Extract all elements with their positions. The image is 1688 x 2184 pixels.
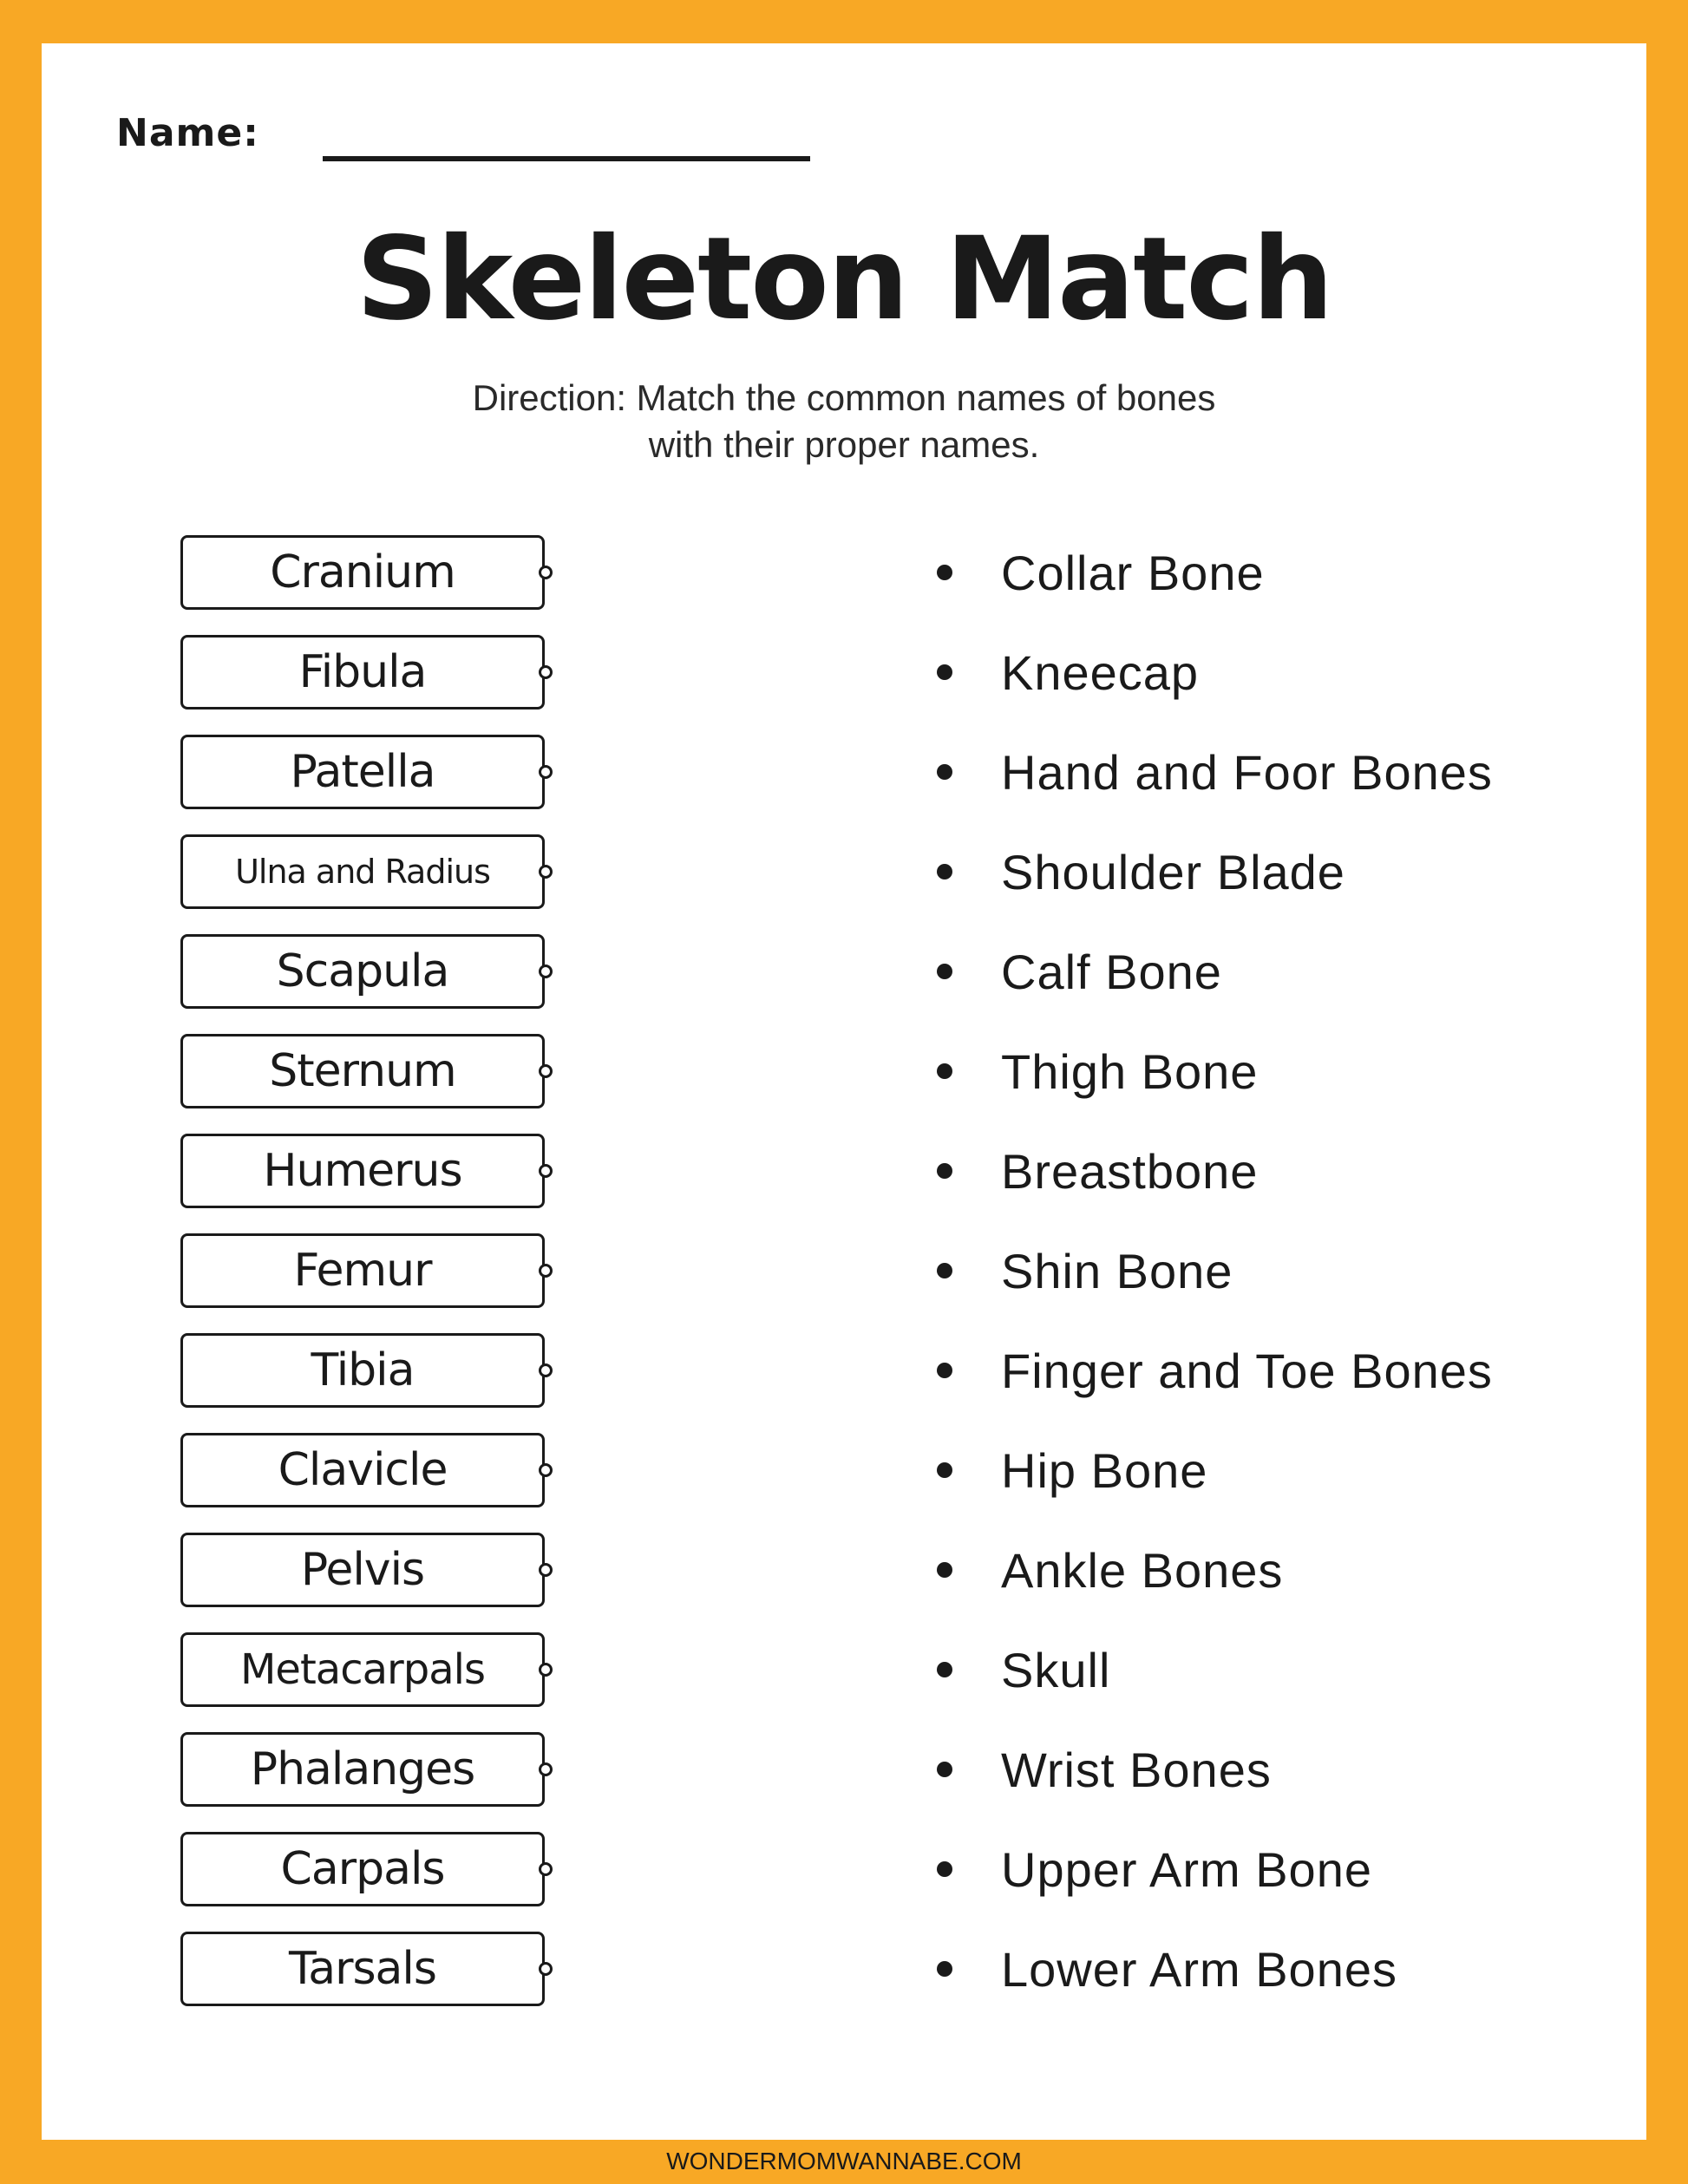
common-name-label: Upper Arm Bone — [1001, 1841, 1372, 1897]
term-box-carpals[interactable] — [180, 1832, 545, 1906]
connector-dot-icon[interactable] — [539, 1463, 553, 1477]
term-box-clavicle[interactable] — [180, 1433, 545, 1507]
common-name-label: Hand and Foor Bones — [1001, 744, 1493, 800]
common-name-label: Breastbone — [1001, 1143, 1259, 1199]
proper-names-column — [180, 535, 588, 2031]
common-name-item[interactable] — [926, 1932, 1620, 2006]
common-name-item[interactable] — [926, 535, 1620, 610]
bullet-dot-icon[interactable] — [937, 1961, 952, 1977]
connector-dot-icon[interactable] — [539, 1563, 553, 1577]
common-name-item[interactable] — [926, 1333, 1620, 1408]
common-name-item[interactable] — [926, 1433, 1620, 1507]
term-label: Patella — [290, 746, 435, 798]
connector-dot-icon[interactable] — [539, 1862, 553, 1876]
directions — [42, 375, 1646, 468]
footer-site-credit: WONDERMOMWANNABE.COM — [666, 2148, 1022, 2174]
term-label: Humerus — [263, 1145, 462, 1197]
common-name-label: Ankle Bones — [1001, 1542, 1284, 1598]
connector-dot-icon[interactable] — [539, 865, 553, 879]
term-label: Phalanges — [250, 1743, 475, 1795]
term-label: Tarsals — [289, 1943, 436, 1995]
bullet-dot-icon[interactable] — [937, 1363, 952, 1378]
common-name-item[interactable] — [926, 1034, 1620, 1108]
common-name-item[interactable] — [926, 635, 1620, 709]
common-name-item[interactable] — [926, 834, 1620, 909]
term-label: Ulna and Radius — [235, 853, 490, 891]
common-name-item[interactable] — [926, 1233, 1620, 1308]
term-label: Scapula — [276, 945, 449, 997]
worksheet-title: Skeleton Match — [356, 213, 1332, 346]
common-name-label: Calf Bone — [1001, 944, 1222, 999]
connector-dot-icon[interactable] — [539, 1762, 553, 1776]
connector-dot-icon[interactable] — [539, 964, 553, 978]
connector-dot-icon[interactable] — [539, 1064, 553, 1078]
common-name-label: Hip Bone — [1001, 1442, 1208, 1498]
common-name-label: Skull — [1001, 1642, 1111, 1697]
bullet-dot-icon[interactable] — [937, 964, 952, 979]
term-label: Pelvis — [300, 1544, 425, 1596]
common-name-item[interactable] — [926, 1732, 1620, 1807]
bullet-dot-icon[interactable] — [937, 1163, 952, 1179]
term-label: Sternum — [269, 1045, 456, 1097]
common-name-label: Shoulder Blade — [1001, 844, 1345, 899]
connector-dot-icon[interactable] — [539, 1962, 553, 1976]
connector-dot-icon[interactable] — [539, 1164, 553, 1178]
term-label: Cranium — [270, 546, 455, 598]
term-box-tarsals[interactable] — [180, 1932, 545, 2006]
term-box-humerus[interactable] — [180, 1134, 545, 1208]
common-names-column — [926, 535, 1620, 2031]
connector-dot-icon[interactable] — [539, 1363, 553, 1377]
common-name-label: Finger and Toe Bones — [1001, 1343, 1493, 1398]
direction-line-1: Direction: Match the common names of bones — [472, 377, 1216, 418]
connector-dot-icon[interactable] — [539, 566, 553, 579]
connector-dot-icon[interactable] — [539, 765, 553, 779]
term-box-patella[interactable] — [180, 735, 545, 809]
common-name-label: Shin Bone — [1001, 1243, 1233, 1298]
bullet-dot-icon[interactable] — [937, 1662, 952, 1677]
term-box-pelvis[interactable] — [180, 1533, 545, 1607]
common-name-label: Wrist Bones — [1001, 1742, 1272, 1797]
term-box-femur[interactable] — [180, 1233, 545, 1308]
common-name-item[interactable] — [926, 934, 1620, 1009]
bullet-dot-icon[interactable] — [937, 1762, 952, 1777]
name-label: Name: — [116, 111, 259, 155]
term-label: Fibula — [298, 646, 427, 698]
term-box-phalanges[interactable] — [180, 1732, 545, 1807]
term-box-ulna-and-radius[interactable] — [180, 834, 545, 909]
common-name-item[interactable] — [926, 1632, 1620, 1707]
term-label: Metacarpals — [240, 1645, 485, 1694]
bullet-dot-icon[interactable] — [937, 1462, 952, 1478]
bullet-dot-icon[interactable] — [937, 664, 952, 680]
bullet-dot-icon[interactable] — [937, 1861, 952, 1877]
common-name-item[interactable] — [926, 1134, 1620, 1208]
connector-dot-icon[interactable] — [539, 665, 553, 679]
bullet-dot-icon[interactable] — [937, 1263, 952, 1278]
term-label: Femur — [293, 1245, 432, 1297]
common-name-label: Kneecap — [1001, 644, 1200, 700]
connector-dot-icon[interactable] — [539, 1663, 553, 1677]
term-box-sternum[interactable] — [180, 1034, 545, 1108]
term-box-fibula[interactable] — [180, 635, 545, 709]
term-box-metacarpals[interactable] — [180, 1632, 545, 1707]
common-name-item[interactable] — [926, 735, 1620, 809]
bullet-dot-icon[interactable] — [937, 565, 952, 580]
bullet-dot-icon[interactable] — [937, 1562, 952, 1578]
term-box-cranium[interactable] — [180, 535, 545, 610]
direction-line-2: with their proper names. — [648, 424, 1040, 465]
term-label: Tibia — [311, 1344, 415, 1396]
term-label: Carpals — [280, 1843, 445, 1895]
bullet-dot-icon[interactable] — [937, 864, 952, 879]
connector-dot-icon[interactable] — [539, 1264, 553, 1278]
common-name-label: Lower Arm Bones — [1001, 1941, 1397, 1997]
bullet-dot-icon[interactable] — [937, 1063, 952, 1079]
bullet-dot-icon[interactable] — [937, 764, 952, 780]
common-name-label: Thigh Bone — [1001, 1043, 1259, 1099]
common-name-item[interactable] — [926, 1832, 1620, 1906]
term-box-tibia[interactable] — [180, 1333, 545, 1408]
name-blank-line[interactable] — [323, 156, 810, 161]
term-label: Clavicle — [278, 1444, 448, 1496]
worksheet-page — [42, 43, 1646, 2140]
common-name-item[interactable] — [926, 1533, 1620, 1607]
common-name-label: Collar Bone — [1001, 545, 1265, 600]
term-box-scapula[interactable] — [180, 934, 545, 1009]
